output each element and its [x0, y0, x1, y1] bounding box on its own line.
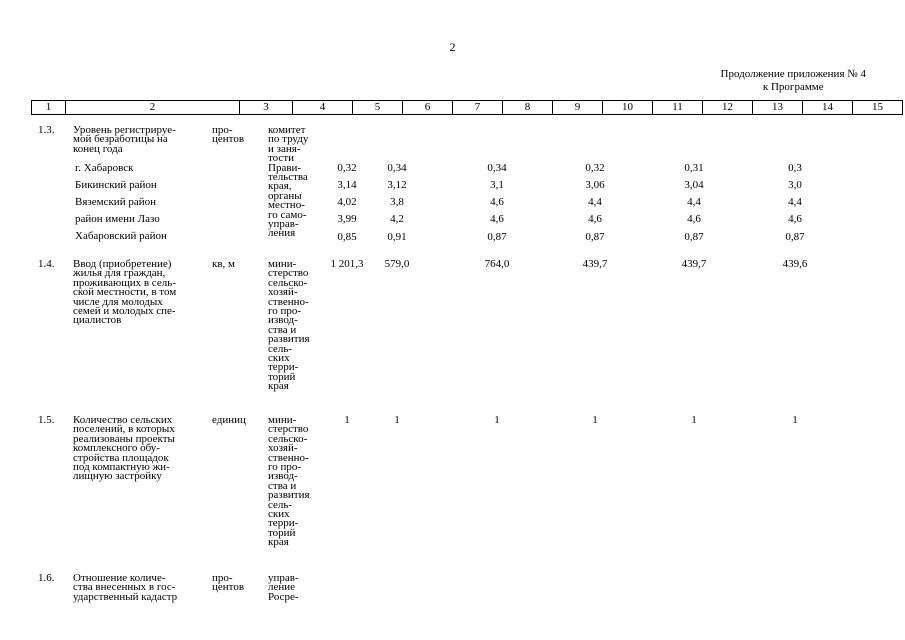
value-cell: 0,87 [585, 231, 605, 243]
value-cell: 0,87 [487, 231, 507, 243]
value-cell: 3,8 [390, 196, 404, 208]
value-cell: 0,87 [684, 231, 704, 243]
column-header: 13 [753, 101, 803, 115]
text-line: кв, м [212, 258, 235, 270]
text-line: ства внесенных в гос- [73, 581, 176, 594]
value-cell: 0,34 [387, 162, 407, 174]
value-cell: 439,7 [582, 258, 608, 270]
value-cell: 4,6 [490, 196, 504, 208]
text-line: развития [268, 333, 310, 346]
text-line: го про- [268, 461, 302, 474]
value-cell: 4,6 [490, 213, 504, 225]
value-cell: 4,4 [788, 196, 802, 208]
text-line: Количество сельских [73, 414, 173, 426]
column-header: 5 [353, 101, 403, 115]
column-header: 8 [503, 101, 553, 115]
value-cell: 3,1 [490, 179, 504, 191]
text-line: Росре- [268, 590, 299, 603]
text-line: сельско- [268, 276, 308, 289]
column-header: 9 [553, 101, 603, 115]
text-line: конец года [73, 142, 123, 155]
text-line: центов [212, 581, 245, 594]
text-line: ственно- [268, 295, 309, 308]
subrow-name: Вяземский район [75, 196, 156, 208]
text-line: ственно- [268, 451, 309, 464]
value-cell: 4,4 [588, 196, 602, 208]
column-header: 4 [293, 101, 353, 115]
column-header: 10 [603, 101, 653, 115]
text-line: сельско- [268, 432, 308, 445]
text-line: мой безработицы на [73, 133, 168, 146]
text-line: края [268, 536, 289, 549]
value-cell: 1 [592, 414, 598, 426]
value-cell: 4,6 [687, 213, 701, 225]
column-header: 7 [453, 101, 503, 115]
subrow-name: г. Хабаровск [75, 162, 134, 174]
subrow-name: Хабаровский район [75, 230, 167, 242]
row-executor [268, 416, 310, 548]
row-unit [212, 126, 244, 145]
text-line: стерство [268, 423, 309, 436]
column-header: 11 [653, 101, 703, 115]
row-number: 1.5. [38, 414, 55, 426]
row-number: 1.3. [38, 124, 55, 136]
text-line: мини- [268, 414, 297, 426]
value-cell: 1 201,3 [330, 258, 364, 270]
text-line: лищную застройку [73, 470, 162, 483]
text-line: извод- [268, 314, 298, 327]
text-line: извод- [268, 470, 298, 483]
text-line: тельства [268, 171, 308, 184]
column-header: 15 [853, 101, 903, 115]
text-line: хозяй- [268, 286, 298, 299]
text-line: поселений, в которых [73, 423, 175, 436]
text-line: развития [268, 489, 310, 502]
row-unit [212, 416, 246, 425]
subrow-name: Бикинский район [75, 179, 157, 191]
row-indicator-name [73, 574, 177, 602]
value-cell: 3,12 [387, 179, 407, 191]
value-cell: 0,3 [788, 162, 802, 174]
value-cell: 1 [691, 414, 697, 426]
text-line: Ввод (приобретение) [73, 258, 172, 270]
text-line: семей и молодых спе- [73, 305, 176, 318]
text-line: тости [268, 152, 295, 165]
text-line: центов [212, 133, 245, 146]
value-cell: 0,32 [337, 162, 357, 174]
column-header-row [31, 100, 903, 115]
row-unit [212, 260, 235, 269]
row-number: 1.4. [38, 258, 55, 270]
value-cell: 439,7 [681, 258, 707, 270]
text-line: сель- [268, 342, 293, 355]
text-line: торий [268, 370, 296, 383]
text-line: мини- [268, 258, 297, 270]
value-cell: 4,6 [588, 213, 602, 225]
appendix-heading [721, 68, 866, 94]
value-cell: 3,04 [684, 179, 704, 191]
value-cell: 0,85 [337, 231, 357, 243]
row-indicator-name [73, 126, 176, 154]
value-cell: 4,4 [687, 196, 701, 208]
value-cell: 3,06 [585, 179, 605, 191]
text-line: стерство [268, 267, 309, 280]
value-cell: 4,2 [390, 213, 404, 225]
row-executor [268, 126, 308, 239]
appendix-line-1: Продолжение приложения № 4 [720, 68, 866, 80]
text-line: края [268, 380, 289, 393]
text-line: ление [268, 581, 296, 594]
value-cell: 579,0 [384, 258, 410, 270]
text-line: ства и [268, 479, 297, 492]
appendix-line-2: к Программе [762, 81, 824, 93]
text-line: единиц [212, 414, 246, 426]
text-line: торий [268, 526, 296, 539]
text-line: Отношение количе- [73, 572, 166, 584]
text-line: жилья для граждан, [73, 267, 166, 280]
text-line: циалистов [73, 314, 122, 327]
text-line: го само- [268, 208, 307, 221]
text-line: реализованы проекты [73, 432, 175, 445]
text-line: терри- [268, 517, 299, 530]
subrow-name: район имени Лазо [75, 213, 160, 225]
text-line: ударственный кадастр [73, 590, 178, 603]
text-line: комплексного обу- [73, 442, 160, 455]
value-cell: 3,0 [788, 179, 802, 191]
row-executor [268, 260, 310, 392]
text-line: края, [268, 180, 292, 193]
value-cell: 1 [792, 414, 798, 426]
value-cell: 4,6 [788, 213, 802, 225]
value-cell: 0,32 [585, 162, 605, 174]
text-line: органы [268, 189, 302, 202]
column-header: 12 [703, 101, 753, 115]
text-line: ления [268, 227, 296, 240]
value-cell: 0,91 [387, 231, 407, 243]
value-cell: 1 [344, 414, 350, 426]
text-line: стройства площадок [73, 451, 169, 464]
row-indicator-name [73, 416, 175, 482]
text-line: ских [268, 352, 290, 365]
value-cell: 0,87 [785, 231, 805, 243]
row-number: 1.6. [38, 572, 55, 584]
column-header: 1 [32, 101, 66, 115]
value-cell: 1 [394, 414, 400, 426]
text-line: и заня- [268, 142, 301, 155]
row-indicator-name [73, 260, 176, 326]
text-line: го про- [268, 305, 302, 318]
value-cell: 3,99 [337, 213, 357, 225]
row-executor [268, 574, 299, 602]
column-header: 3 [240, 101, 293, 115]
value-cell: 439,6 [782, 258, 808, 270]
value-cell: 1 [494, 414, 500, 426]
text-line: Прави- [268, 161, 302, 174]
column-header: 6 [403, 101, 453, 115]
text-line: местно- [268, 199, 305, 212]
column-header: 14 [803, 101, 853, 115]
text-line: Уровень регистрируе- [73, 124, 176, 136]
value-cell: 0,31 [684, 162, 704, 174]
text-line: числе для молодых [73, 295, 163, 308]
text-line: управ- [268, 218, 299, 231]
text-line: ской местности, в том [73, 286, 177, 299]
row-unit [212, 574, 244, 593]
text-line: ства и [268, 323, 297, 336]
text-line: терри- [268, 361, 299, 374]
text-line: про- [212, 124, 233, 136]
text-line: управ- [268, 572, 299, 584]
value-cell: 0,34 [487, 162, 507, 174]
text-line: про- [212, 572, 233, 584]
text-line: комитет [268, 124, 306, 136]
value-cell: 3,14 [337, 179, 357, 191]
column-header: 2 [66, 101, 240, 115]
text-line: ских [268, 508, 290, 521]
value-cell: 4,02 [337, 196, 357, 208]
text-line: проживающих в сель- [73, 276, 176, 289]
text-line: сель- [268, 498, 293, 511]
text-line: под компактную жи- [73, 461, 170, 474]
value-cell: 764,0 [484, 258, 510, 270]
page-number: 2 [449, 40, 456, 54]
text-line: по труду [268, 133, 309, 146]
text-line: хозяй- [268, 442, 298, 455]
